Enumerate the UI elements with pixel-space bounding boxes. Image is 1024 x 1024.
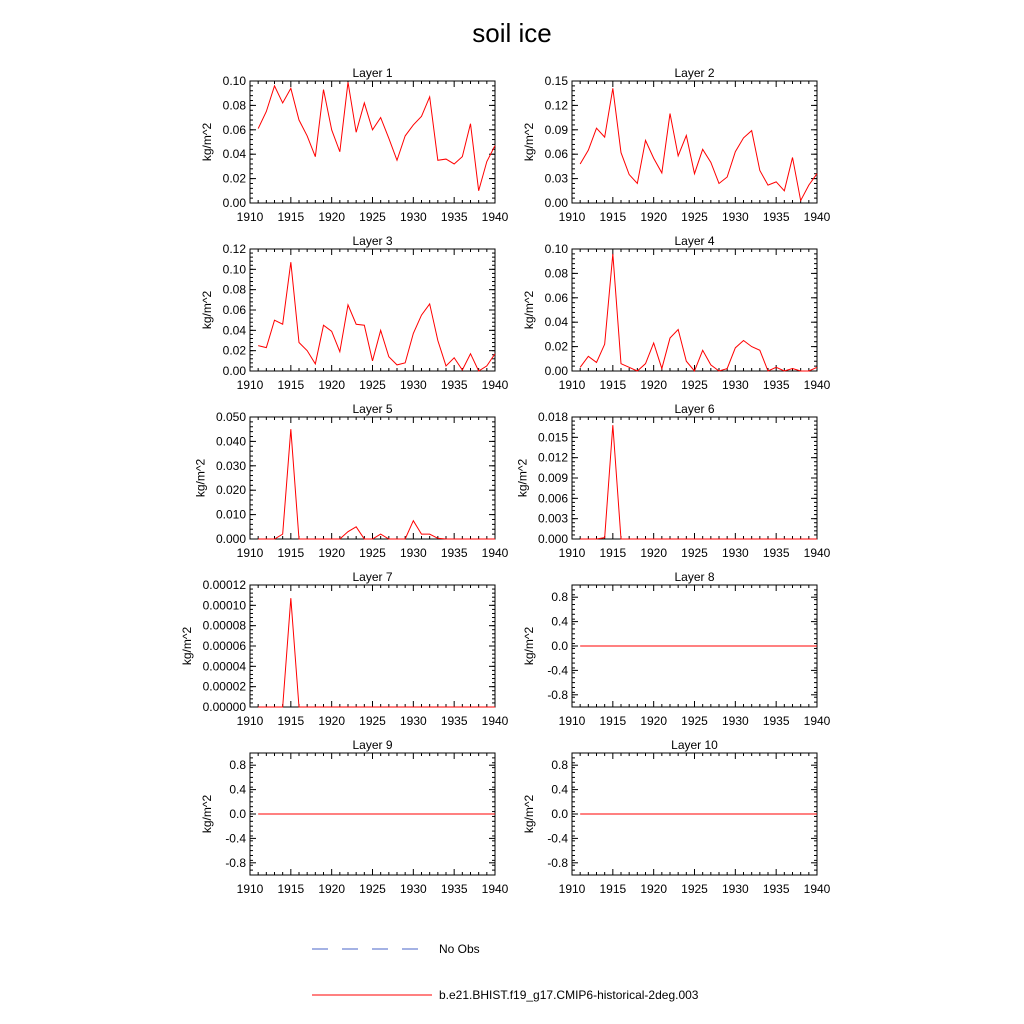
x-tick-label: 1930: [399, 378, 427, 392]
y-tick-label: 0.009: [537, 471, 568, 485]
x-tick-label: 1915: [277, 882, 305, 896]
y-tick-label: 0.12: [222, 242, 246, 256]
y-tick-label: -0.4: [547, 831, 568, 846]
y-tick-label: 0.02: [544, 339, 568, 354]
y-tick-label: 0.06: [222, 303, 246, 317]
x-tick-label: 1940: [803, 546, 831, 560]
y-tick-label: 0.018: [537, 410, 568, 424]
y-tick-label: 0.0: [551, 639, 568, 653]
x-tick-label: 1920: [318, 546, 346, 560]
y-tick-label: -0.8: [547, 687, 568, 702]
y-tick-label: 0.015: [537, 430, 568, 445]
panel-layer-4: [522, 234, 830, 392]
x-tick-label: 1935: [762, 210, 790, 224]
panel-title: Layer 8: [674, 570, 715, 584]
y-tick-label: 0.050: [215, 410, 246, 424]
y-tick-label: 0.0: [551, 807, 568, 821]
legend: [312, 942, 699, 1002]
panel-layer-2: [522, 66, 830, 224]
x-tick-label: 1930: [721, 378, 749, 392]
y-tick-label: 0.06: [544, 290, 568, 305]
y-tick-label: 0.4: [229, 782, 246, 797]
x-tick-label: 1930: [721, 882, 749, 896]
x-tick-label: 1940: [481, 378, 509, 392]
x-tick-label: 1925: [359, 210, 386, 224]
panel-layer-10: [522, 738, 830, 896]
y-axis-label: kg/m^2: [522, 794, 537, 834]
series-line-model: [258, 598, 495, 707]
y-tick-label: 0.020: [215, 483, 246, 498]
y-tick-label: 0.003: [537, 511, 568, 526]
x-tick-label: 1910: [558, 546, 586, 560]
y-tick-label: 0.06: [222, 122, 246, 137]
x-tick-label: 1935: [440, 378, 468, 392]
x-tick-label: 1925: [681, 882, 708, 896]
series-line-model: [258, 429, 495, 539]
y-tick-label: 0.06: [544, 147, 568, 162]
panel-title: Layer 2: [674, 66, 715, 80]
x-tick-label: 1910: [236, 210, 264, 224]
y-tick-label: 0.04: [222, 323, 246, 338]
series-line-model: [580, 88, 817, 200]
y-tick-label: 0.040: [215, 434, 246, 449]
x-tick-label: 1940: [481, 210, 509, 224]
x-tick-label: 1915: [277, 210, 305, 224]
panel-layer-5: [194, 402, 509, 560]
x-tick-label: 1910: [236, 378, 264, 392]
x-tick-label: 1925: [359, 378, 386, 392]
x-tick-label: 1920: [640, 546, 668, 560]
y-axis-label: kg/m^2: [515, 458, 530, 498]
x-tick-label: 1935: [762, 378, 790, 392]
x-tick-label: 1925: [681, 714, 708, 728]
y-tick-label: 0.000: [215, 532, 246, 546]
y-axis-label: kg/m^2: [180, 626, 195, 666]
x-tick-label: 1940: [803, 882, 831, 896]
y-tick-label: 0.00008: [202, 618, 246, 633]
y-tick-label: 0.15: [544, 74, 568, 88]
y-tick-label: -0.4: [547, 663, 568, 678]
y-axis-label: kg/m^2: [522, 626, 537, 666]
x-tick-label: 1920: [640, 210, 668, 224]
x-tick-label: 1940: [481, 714, 509, 728]
x-tick-label: 1915: [599, 546, 627, 560]
x-tick-label: 1920: [318, 210, 346, 224]
y-axis-label: kg/m^2: [200, 794, 215, 834]
plot-frame: [250, 81, 495, 203]
y-axis-label: kg/m^2: [522, 122, 537, 162]
y-tick-label: 0.08: [222, 282, 246, 297]
y-tick-label: 0.10: [222, 262, 246, 277]
panel-layer-6: [516, 402, 831, 560]
panel-layer-3: [200, 234, 508, 392]
x-tick-label: 1910: [558, 210, 586, 224]
y-tick-label: 0.0: [229, 807, 246, 821]
y-tick-label: 0.00: [544, 196, 568, 210]
x-tick-label: 1925: [681, 546, 708, 560]
y-tick-label: 0.010: [215, 507, 246, 522]
y-tick-label: 0.10: [544, 242, 568, 256]
x-tick-label: 1910: [558, 378, 586, 392]
y-tick-label: 0.000: [537, 532, 568, 546]
panel-title: Layer 10: [671, 738, 718, 752]
panel-layer-1: [200, 66, 508, 224]
x-tick-label: 1930: [721, 210, 749, 224]
x-tick-label: 1910: [558, 714, 586, 728]
x-tick-label: 1920: [318, 714, 346, 728]
x-tick-label: 1935: [762, 882, 790, 896]
x-tick-label: 1940: [803, 210, 831, 224]
figure-title: soil ice: [472, 18, 552, 48]
x-tick-label: 1940: [803, 378, 831, 392]
plot-frame: [572, 81, 817, 203]
y-tick-label: -0.4: [225, 831, 246, 846]
y-tick-label: -0.8: [547, 855, 568, 870]
x-tick-label: 1935: [440, 714, 468, 728]
series-line-model: [580, 254, 817, 371]
panel-title: Layer 3: [352, 234, 393, 248]
y-tick-label: 0.00: [222, 196, 246, 210]
x-tick-label: 1910: [236, 882, 264, 896]
x-tick-label: 1935: [440, 882, 468, 896]
series-line-model: [580, 425, 817, 539]
x-tick-label: 1915: [599, 378, 627, 392]
y-axis-label: kg/m^2: [193, 458, 208, 498]
y-tick-label: 0.08: [544, 266, 568, 281]
y-tick-label: 0.02: [222, 171, 246, 186]
y-axis-label: kg/m^2: [200, 122, 215, 162]
x-tick-label: 1925: [359, 882, 386, 896]
x-tick-label: 1925: [359, 546, 386, 560]
x-tick-label: 1915: [277, 546, 305, 560]
y-tick-label: 0.012: [537, 450, 568, 465]
panel-title: Layer 5: [352, 402, 393, 416]
panel-title: Layer 1: [352, 66, 393, 80]
series-line-model: [258, 82, 495, 191]
y-tick-label: 0.08: [222, 98, 246, 113]
y-tick-label: 0.12: [544, 98, 568, 113]
legend-no-obs-label: No Obs: [439, 942, 480, 956]
y-tick-label: 0.00: [544, 364, 568, 378]
y-tick-label: 0.10: [222, 74, 246, 88]
y-tick-label: 0.00006: [202, 639, 246, 653]
y-tick-label: 0.8: [229, 758, 246, 773]
panel-title: Layer 4: [674, 234, 715, 248]
x-tick-label: 1935: [440, 210, 468, 224]
x-tick-label: 1930: [399, 714, 427, 728]
y-tick-label: -0.8: [225, 855, 246, 870]
x-tick-label: 1920: [640, 714, 668, 728]
x-tick-label: 1910: [236, 546, 264, 560]
y-tick-label: 0.00: [222, 364, 246, 378]
x-tick-label: 1920: [640, 378, 668, 392]
plot-frame: [572, 249, 817, 371]
y-tick-label: 0.4: [551, 782, 568, 797]
y-tick-label: 0.00012: [202, 578, 246, 592]
x-tick-label: 1930: [721, 714, 749, 728]
x-tick-label: 1930: [721, 546, 749, 560]
panel-title: Layer 7: [352, 570, 393, 584]
x-tick-label: 1925: [681, 378, 708, 392]
y-axis-label: kg/m^2: [522, 290, 537, 330]
y-tick-label: 0.04: [222, 147, 246, 162]
panel-layer-7: [180, 570, 509, 728]
y-tick-label: 0.00002: [202, 679, 246, 694]
x-tick-label: 1920: [318, 378, 346, 392]
y-tick-label: 0.4: [551, 614, 568, 629]
x-tick-label: 1940: [481, 546, 509, 560]
x-tick-label: 1925: [681, 210, 708, 224]
x-tick-label: 1915: [599, 882, 627, 896]
panel-title: Layer 6: [674, 402, 715, 416]
panel-layer-9: [200, 738, 508, 896]
x-tick-label: 1920: [318, 882, 346, 896]
y-tick-label: 0.04: [544, 315, 568, 330]
panel-title: Layer 9: [352, 738, 393, 752]
panels-grid: [180, 66, 831, 896]
x-tick-label: 1920: [640, 882, 668, 896]
y-tick-label: 0.8: [551, 590, 568, 605]
x-tick-label: 1910: [236, 714, 264, 728]
y-tick-label: 0.030: [215, 458, 246, 473]
x-tick-label: 1940: [803, 714, 831, 728]
panel-layer-8: [522, 570, 830, 728]
y-tick-label: 0.09: [544, 122, 568, 137]
y-tick-label: 0.00000: [202, 700, 246, 714]
x-tick-label: 1910: [558, 882, 586, 896]
y-tick-label: 0.006: [537, 491, 568, 506]
y-tick-label: 0.8: [551, 758, 568, 773]
x-tick-label: 1930: [399, 210, 427, 224]
x-tick-label: 1935: [440, 546, 468, 560]
y-tick-label: 0.00010: [202, 598, 246, 613]
x-tick-label: 1940: [481, 882, 509, 896]
x-tick-label: 1915: [599, 210, 627, 224]
x-tick-label: 1930: [399, 882, 427, 896]
x-tick-label: 1930: [399, 546, 427, 560]
legend-model-label: b.e21.BHIST.f19_g17.CMIP6-historical-2deg.003: [439, 988, 699, 1002]
x-tick-label: 1925: [359, 714, 386, 728]
x-tick-label: 1935: [762, 546, 790, 560]
y-axis-label: kg/m^2: [200, 290, 215, 330]
plot-frame: [250, 249, 495, 371]
y-tick-label: 0.00004: [202, 659, 246, 674]
series-line-model: [258, 262, 495, 371]
y-tick-label: 0.03: [544, 171, 568, 186]
x-tick-label: 1915: [599, 714, 627, 728]
x-tick-label: 1915: [277, 378, 305, 392]
y-tick-label: 0.02: [222, 343, 246, 358]
x-tick-label: 1915: [277, 714, 305, 728]
x-tick-label: 1935: [762, 714, 790, 728]
